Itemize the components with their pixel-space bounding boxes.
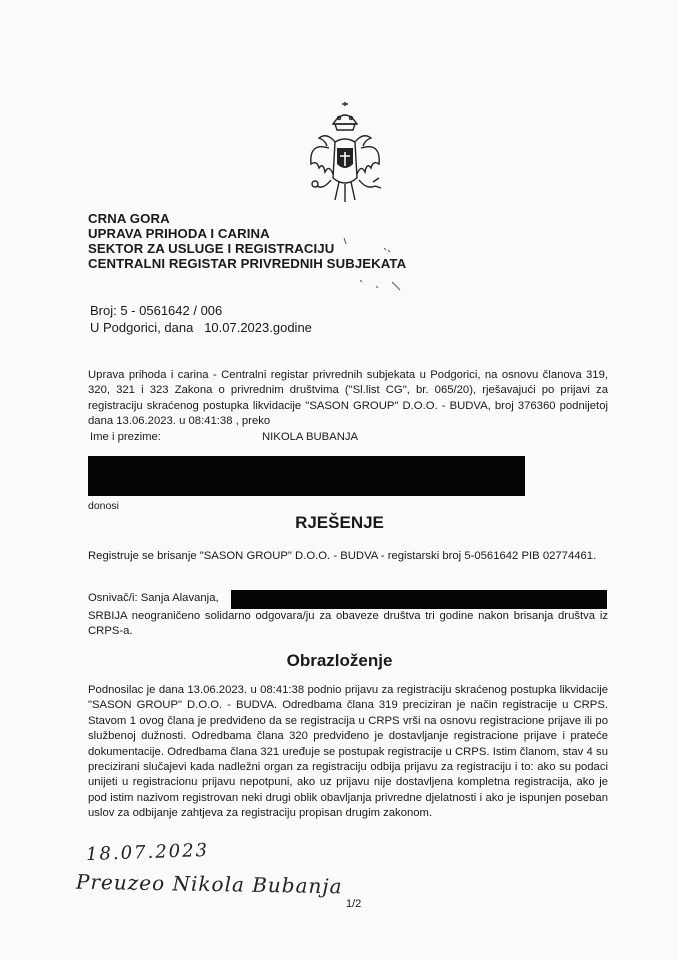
redaction-block xyxy=(88,456,525,496)
donosi-label: donosi xyxy=(88,500,119,512)
reasoning-title: Obrazloženje xyxy=(286,651,393,670)
handwritten-date: 18.07.2023 xyxy=(85,839,210,866)
decision-title: RJEŠENJE xyxy=(295,513,384,532)
issue-date: 10.07.2023.godine xyxy=(204,320,312,335)
decision-text: Registruje se brisanje "SASON GROUP" D.O.O. - BUDVA - registarski broj 5-0561642 PIB 02774461. xyxy=(88,550,597,562)
stamp-marks xyxy=(340,236,410,296)
issue-place: U Podgorici, dana xyxy=(90,320,194,335)
coat-of-arms-emblem xyxy=(305,102,385,210)
intro-paragraph: Uprava prihoda i carina - Centralni registar privrednih subjekata u Podgorici, na osnovu članova 319, 320, 321 i 323 Zakona o privrednim društvima ("Sl.list CG", br. 065/20), rješavajući po prijavi za registraciju skraćenog postupka likvidacije "SASON GROUP" D.O.O. - BUDVA, broj 376360 podnijetoj dana 13.06.2023. u 08:41:38 , preko xyxy=(88,369,608,428)
founder-redaction xyxy=(231,590,607,609)
document-number: Broj: 5 - 0561642 / 006 xyxy=(90,303,223,318)
header-sector: SEKTOR ZA USLUGE I REGISTRACIJU xyxy=(88,241,335,256)
applicant-label: Ime i prezime: xyxy=(90,431,161,443)
founder-liability-text: SRBIJA neograničeno solidarno odgovara/ju za obaveze društva tri godine nakon brisanja društva iz CRPS-a. xyxy=(88,610,608,638)
reasoning-text: Podnosilac je dana 13.06.2023. u 08:41:38 podnio prijavu za registraciju skraćenog postupka likvidacije "SASON GROUP" D.O.O. - BUDVA. Odredbama člana 319 preciziran je način registracije u CRPS. Stavom 1 ovog člana je predviđeno da se registracija u CRPS vrši na osnovu registracione prijave ili po službenoj dužnosti. Odredbama člana 320 predviđeno je dostavljanje registracione prijave i prateće dokumentacije. Odredbama člana 321 uređuje se postupak registracije u CRPS. Istim članom, stav 4 su precizirani slučajevi kada nadležni organ za registraciju odbija prijavu za registraciju i to: ako su podaci unijeti u registracionu prijavu nepotpuni, ako uz prijavu nije dostavljena kompletna registracija, ako je pod istim nazivom registrovan neki drugi oblik obavljanja privredne djelatnosti i ako je ispunjen poseban uslov za odbijanje zahtjeva za registraciju propisan drugim zakonom. xyxy=(88,684,608,820)
header-country: CRNA GORA xyxy=(88,211,170,226)
header-authority: UPRAVA PRIHODA I CARINA xyxy=(88,226,270,241)
page-number: 1/2 xyxy=(346,898,362,910)
header-registry: CENTRALNI REGISTAR PRIVREDNIH SUBJEKATA xyxy=(88,256,407,271)
issue-date-line xyxy=(90,320,312,335)
applicant-name: NIKOLA BUBANJA xyxy=(262,431,359,443)
handwritten-signature: Preuzeo Nikola Bubanja xyxy=(75,869,343,899)
founder-label: Osnivač/i: Sanja Alavanja, xyxy=(88,592,219,604)
